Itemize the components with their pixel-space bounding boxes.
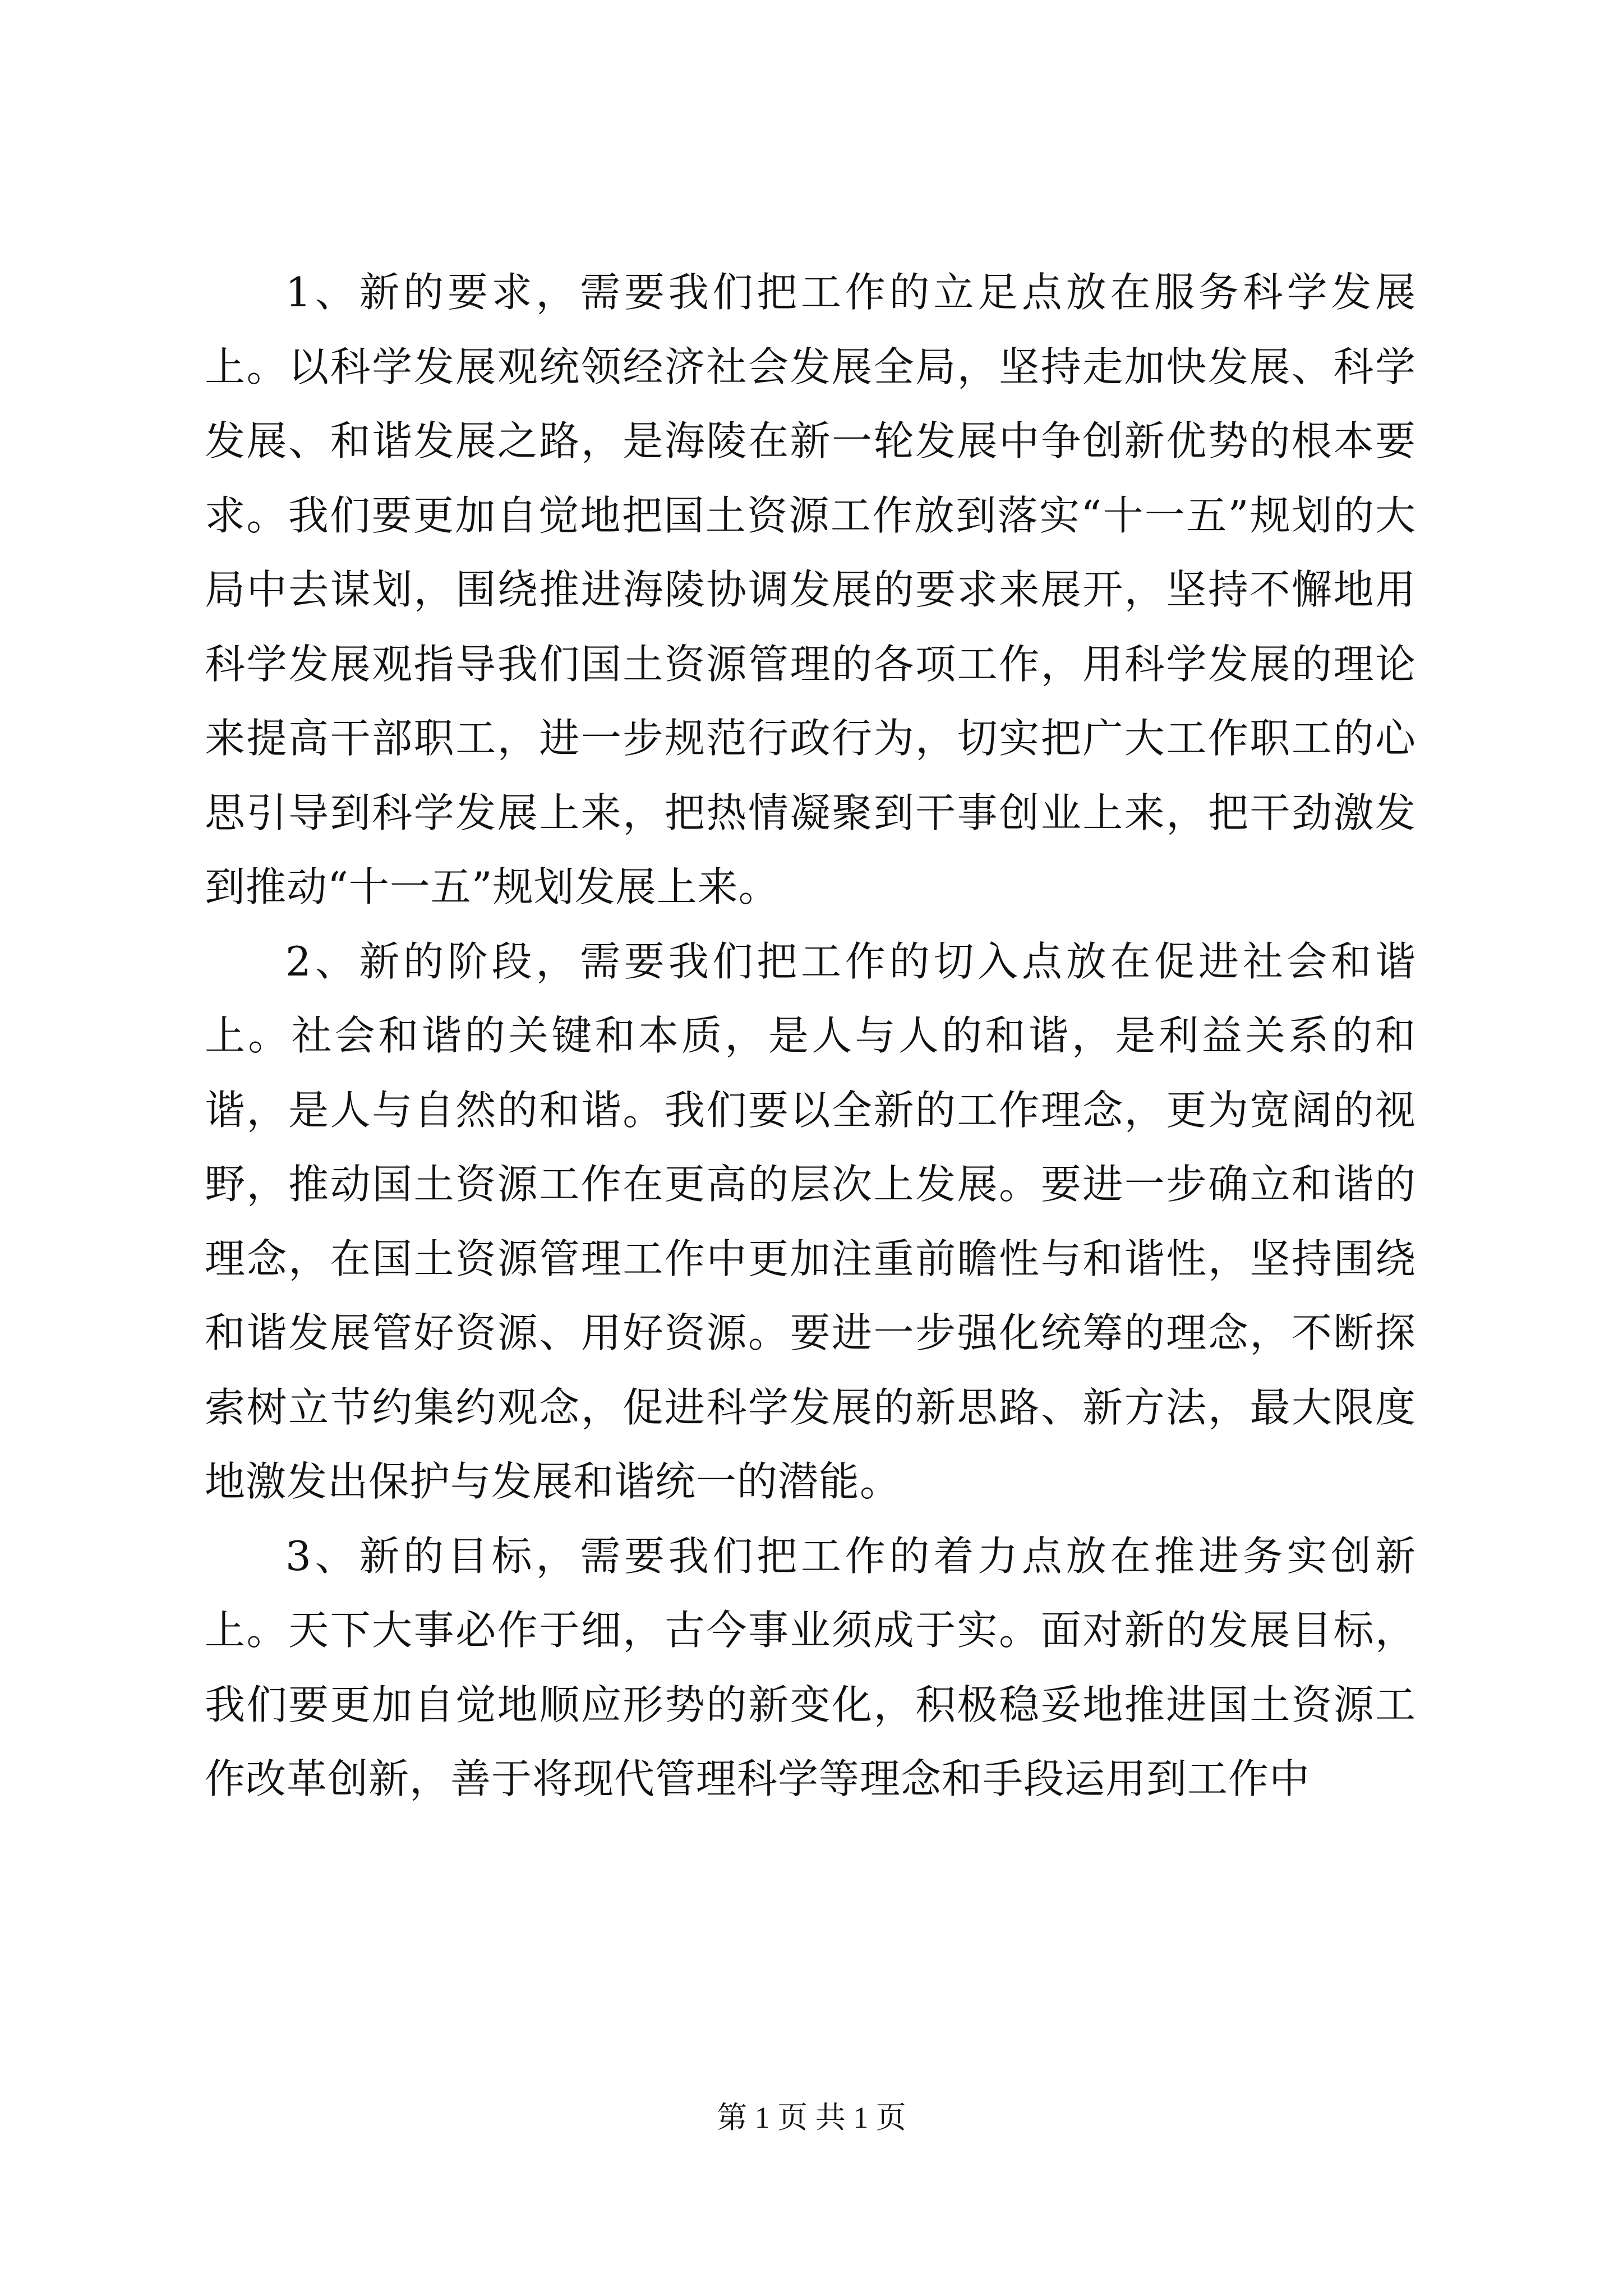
page-footer: 第 1 页 共 1 页 — [717, 2101, 906, 2134]
paragraph-3: 3、新的目标，需要我们把工作的着力点放在推进务实创新上。天下大事必作于细，古今事业须成于实。面对新的发展目标，我们要更加自觉地顺应形势的新变化，积极稳妥地推进国土资源工作改革创新，善于将现代管理科学等理念和手段运用到工作中 — [205, 1532, 1416, 1802]
paragraph-1: 1、新的要求，需要我们把工作的立足点放在服务科学发展上。以科学发展观统领经济社会发展全局，坚持走加快发展、科学发展、和谐发展之路，是海陵在新一轮发展中争创新优势的根本要求。我们要更加自觉地把国土资源工作放到落实“十一五”规划的大局中去谋划，围绕推进海陵协调发展的要求来展开，坚持不懈地用科学发展观指导我们国土资源管理的各项工作，用科学发展的理论来提高干部职工，进一步规范行政行为，切实把广大工作职工的心思引导到科学发展上来，把热情凝聚到干事创业上来，把干劲激发到推动“十一五”规划发展上来。 — [205, 269, 1416, 910]
paragraph-2: 2、新的阶段，需要我们把工作的切入点放在促进社会和谐上。社会和谐的关键和本质，是人与人的和谐，是利益关系的和谐，是人与自然的和谐。我们要以全新的工作理念，更为宽阔的视野，推动国土资源工作在更高的层次上发展。要进一步确立和谐的理念，在国土资源管理工作中更加注重前瞻性与和谐性，坚持围绕和谐发展管好资源、用好资源。要进一步强化统筹的理念，不断探索树立节约集约观念，促进科学发展的新思路、新方法，最大限度地激发出保护与发展和谐统一的潜能。 — [205, 937, 1416, 1505]
document-body — [205, 255, 1416, 1816]
